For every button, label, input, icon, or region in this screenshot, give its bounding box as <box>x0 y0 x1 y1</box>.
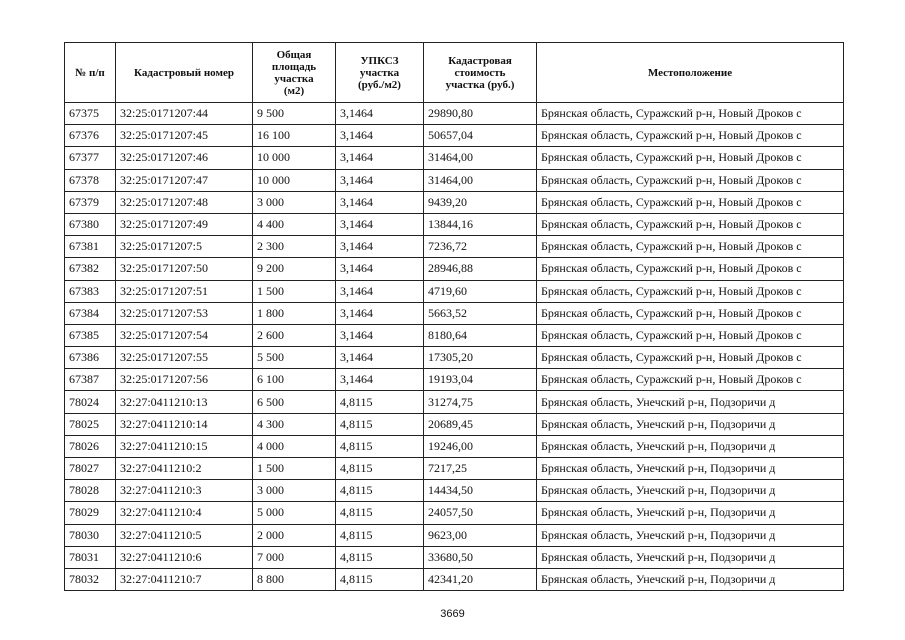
cell-location: Брянская область, Суражский р-н, Новый Дроков с <box>537 169 844 191</box>
cell-cadastral-value: 17305,20 <box>424 347 537 369</box>
cell-cadastral-number: 32:25:0171207:44 <box>116 103 253 125</box>
cell-location: Брянская область, Суражский р-н, Новый Дроков с <box>537 258 844 280</box>
cell-upksz: 3,1464 <box>336 103 424 125</box>
header-location: Местоположение <box>537 43 844 103</box>
cell-location: Брянская область, Унечский р-н, Подзоричи д <box>537 502 844 524</box>
header-cadastral-number: Кадастровый номер <box>116 43 253 103</box>
table-row <box>65 568 844 590</box>
cell-cadastral-value: 8180,64 <box>424 324 537 346</box>
cell-cadastral-number: 32:27:0411210:14 <box>116 413 253 435</box>
cell-location: Брянская область, Суражский р-н, Новый Дроков с <box>537 302 844 324</box>
cell-cadastral-value: 13844,16 <box>424 213 537 235</box>
table-row <box>65 458 844 480</box>
cell-upksz: 4,8115 <box>336 568 424 590</box>
cell-area: 4 000 <box>253 435 336 457</box>
table-row <box>65 413 844 435</box>
cell-location: Брянская область, Унечский р-н, Подзоричи д <box>537 568 844 590</box>
cell-upksz: 3,1464 <box>336 125 424 147</box>
table-row <box>65 391 844 413</box>
cell-number: 67384 <box>65 302 116 324</box>
cell-cadastral-value: 31274,75 <box>424 391 537 413</box>
cell-number: 67381 <box>65 236 116 258</box>
table-row <box>65 258 844 280</box>
cell-number: 78028 <box>65 480 116 502</box>
cell-number: 78029 <box>65 502 116 524</box>
cell-number: 67387 <box>65 369 116 391</box>
cell-number: 78032 <box>65 568 116 590</box>
cell-upksz: 3,1464 <box>336 213 424 235</box>
cell-cadastral-number: 32:27:0411210:13 <box>116 391 253 413</box>
cell-upksz: 3,1464 <box>336 147 424 169</box>
table-row <box>65 347 844 369</box>
cell-cadastral-value: 50657,04 <box>424 125 537 147</box>
cell-cadastral-value: 31464,00 <box>424 169 537 191</box>
header-row <box>65 43 844 103</box>
cell-cadastral-value: 20689,45 <box>424 413 537 435</box>
cell-area: 8 800 <box>253 568 336 590</box>
cell-cadastral-value: 33680,50 <box>424 546 537 568</box>
table-row <box>65 302 844 324</box>
cell-location: Брянская область, Унечский р-н, Подзоричи д <box>537 435 844 457</box>
cell-location: Брянская область, Суражский р-н, Новый Дроков с <box>537 125 844 147</box>
cell-cadastral-number: 32:25:0171207:46 <box>116 147 253 169</box>
cell-area: 9 500 <box>253 103 336 125</box>
cell-location: Брянская область, Унечский р-н, Подзоричи д <box>537 413 844 435</box>
cell-area: 3 000 <box>253 191 336 213</box>
cell-number: 67385 <box>65 324 116 346</box>
cell-number: 78024 <box>65 391 116 413</box>
cell-cadastral-number: 32:25:0171207:5 <box>116 236 253 258</box>
cell-cadastral-number: 32:27:0411210:4 <box>116 502 253 524</box>
cell-number: 67383 <box>65 280 116 302</box>
cell-area: 5 000 <box>253 502 336 524</box>
cell-upksz: 3,1464 <box>336 324 424 346</box>
cell-location: Брянская область, Суражский р-н, Новый Дроков с <box>537 280 844 302</box>
cell-cadastral-number: 32:25:0171207:55 <box>116 347 253 369</box>
cell-cadastral-number: 32:25:0171207:49 <box>116 213 253 235</box>
cell-area: 10 000 <box>253 147 336 169</box>
cell-area: 5 500 <box>253 347 336 369</box>
cell-upksz: 4,8115 <box>336 502 424 524</box>
cell-location: Брянская область, Суражский р-н, Новый Дроков с <box>537 213 844 235</box>
cell-cadastral-value: 9439,20 <box>424 191 537 213</box>
header-area: Общая площадь участка (м2) <box>253 43 336 103</box>
cell-upksz: 3,1464 <box>336 236 424 258</box>
cell-cadastral-number: 32:27:0411210:6 <box>116 546 253 568</box>
cell-area: 2 300 <box>253 236 336 258</box>
cell-upksz: 3,1464 <box>336 191 424 213</box>
table-row <box>65 546 844 568</box>
cell-area: 1 500 <box>253 458 336 480</box>
cell-number: 78030 <box>65 524 116 546</box>
cell-upksz: 4,8115 <box>336 391 424 413</box>
cell-upksz: 4,8115 <box>336 413 424 435</box>
cell-area: 2 600 <box>253 324 336 346</box>
cell-cadastral-value: 14434,50 <box>424 480 537 502</box>
cell-upksz: 3,1464 <box>336 302 424 324</box>
cell-location: Брянская область, Суражский р-н, Новый Дроков с <box>537 191 844 213</box>
cell-number: 67380 <box>65 213 116 235</box>
cell-upksz: 4,8115 <box>336 546 424 568</box>
cell-location: Брянская область, Суражский р-н, Новый Дроков с <box>537 324 844 346</box>
cell-cadastral-value: 42341,20 <box>424 568 537 590</box>
cell-upksz: 4,8115 <box>336 435 424 457</box>
cell-area: 2 000 <box>253 524 336 546</box>
cell-number: 67377 <box>65 147 116 169</box>
table-row <box>65 369 844 391</box>
cell-upksz: 4,8115 <box>336 458 424 480</box>
cell-cadastral-number: 32:27:0411210:5 <box>116 524 253 546</box>
cell-area: 7 000 <box>253 546 336 568</box>
cell-cadastral-value: 7236,72 <box>424 236 537 258</box>
cell-cadastral-number: 32:25:0171207:48 <box>116 191 253 213</box>
cell-upksz: 3,1464 <box>336 347 424 369</box>
cell-cadastral-value: 31464,00 <box>424 147 537 169</box>
table-row <box>65 435 844 457</box>
cell-number: 78025 <box>65 413 116 435</box>
cell-area: 10 000 <box>253 169 336 191</box>
cell-cadastral-value: 29890,80 <box>424 103 537 125</box>
cell-cadastral-number: 32:27:0411210:7 <box>116 568 253 590</box>
header-upksz: УПКСЗ участка (руб./м2) <box>336 43 424 103</box>
cell-cadastral-number: 32:25:0171207:53 <box>116 302 253 324</box>
cell-cadastral-number: 32:25:0171207:56 <box>116 369 253 391</box>
cell-cadastral-number: 32:27:0411210:2 <box>116 458 253 480</box>
cell-cadastral-number: 32:25:0171207:47 <box>116 169 253 191</box>
cell-cadastral-number: 32:25:0171207:51 <box>116 280 253 302</box>
table-row <box>65 236 844 258</box>
cell-upksz: 3,1464 <box>336 169 424 191</box>
cell-number: 67375 <box>65 103 116 125</box>
cell-number: 78026 <box>65 435 116 457</box>
page-number: 3669 <box>440 608 465 620</box>
cell-cadastral-number: 32:27:0411210:3 <box>116 480 253 502</box>
table-body <box>65 103 844 591</box>
cell-number: 67379 <box>65 191 116 213</box>
table-row <box>65 125 844 147</box>
cell-cadastral-value: 4719,60 <box>424 280 537 302</box>
table-row <box>65 324 844 346</box>
cell-location: Брянская область, Суражский р-н, Новый Дроков с <box>537 236 844 258</box>
cell-number: 67376 <box>65 125 116 147</box>
table-row <box>65 103 844 125</box>
cell-number: 67386 <box>65 347 116 369</box>
table-row <box>65 502 844 524</box>
cell-area: 3 000 <box>253 480 336 502</box>
cell-upksz: 4,8115 <box>336 480 424 502</box>
cadastral-table <box>64 42 844 591</box>
cell-location: Брянская область, Унечский р-н, Подзоричи д <box>537 524 844 546</box>
cell-cadastral-number: 32:25:0171207:54 <box>116 324 253 346</box>
cell-cadastral-value: 19246,00 <box>424 435 537 457</box>
cell-cadastral-value: 5663,52 <box>424 302 537 324</box>
cell-number: 67382 <box>65 258 116 280</box>
cell-location: Брянская область, Унечский р-н, Подзоричи д <box>537 546 844 568</box>
cell-location: Брянская область, Суражский р-н, Новый Дроков с <box>537 147 844 169</box>
cell-cadastral-value: 19193,04 <box>424 369 537 391</box>
cell-number: 78027 <box>65 458 116 480</box>
cell-upksz: 3,1464 <box>336 258 424 280</box>
cell-area: 4 300 <box>253 413 336 435</box>
table-row <box>65 213 844 235</box>
table-row <box>65 191 844 213</box>
header-number: № п/п <box>65 43 116 103</box>
cell-area: 6 100 <box>253 369 336 391</box>
table-row <box>65 169 844 191</box>
table-row <box>65 524 844 546</box>
cell-location: Брянская область, Унечский р-н, Подзоричи д <box>537 391 844 413</box>
cell-number: 67378 <box>65 169 116 191</box>
cell-area: 1 500 <box>253 280 336 302</box>
cell-cadastral-value: 7217,25 <box>424 458 537 480</box>
cell-cadastral-number: 32:27:0411210:15 <box>116 435 253 457</box>
cell-cadastral-number: 32:25:0171207:45 <box>116 125 253 147</box>
cell-upksz: 3,1464 <box>336 280 424 302</box>
table-row <box>65 147 844 169</box>
cell-upksz: 4,8115 <box>336 524 424 546</box>
cell-upksz: 3,1464 <box>336 369 424 391</box>
cell-area: 1 800 <box>253 302 336 324</box>
cell-location: Брянская область, Суражский р-н, Новый Дроков с <box>537 347 844 369</box>
table-header <box>65 43 844 103</box>
cell-area: 4 400 <box>253 213 336 235</box>
cell-cadastral-number: 32:25:0171207:50 <box>116 258 253 280</box>
cell-area: 6 500 <box>253 391 336 413</box>
cell-area: 16 100 <box>253 125 336 147</box>
cell-cadastral-value: 24057,50 <box>424 502 537 524</box>
cell-location: Брянская область, Суражский р-н, Новый Дроков с <box>537 103 844 125</box>
cell-location: Брянская область, Суражский р-н, Новый Дроков с <box>537 369 844 391</box>
cell-area: 9 200 <box>253 258 336 280</box>
cell-location: Брянская область, Унечский р-н, Подзоричи д <box>537 480 844 502</box>
cell-cadastral-value: 9623,00 <box>424 524 537 546</box>
cell-location: Брянская область, Унечский р-н, Подзоричи д <box>537 458 844 480</box>
cell-number: 78031 <box>65 546 116 568</box>
table-row <box>65 280 844 302</box>
header-cadastral-value: Кадастровая стоимость участка (руб.) <box>424 43 537 103</box>
table-row <box>65 480 844 502</box>
cell-cadastral-value: 28946,88 <box>424 258 537 280</box>
